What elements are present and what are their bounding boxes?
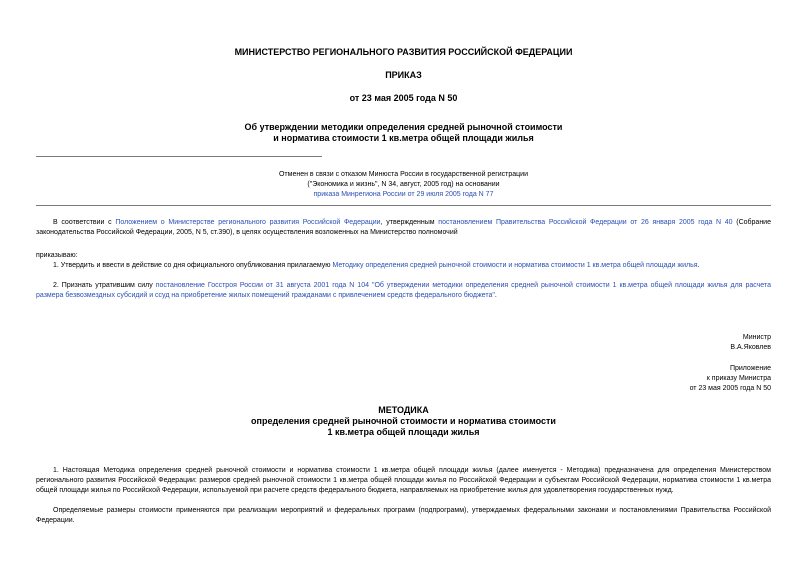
doc-title-line1: Об утверждении методики определения средней рыночной стоимости [244,122,563,132]
order-item-2: 2. Признать утратившим силу постановление Госстроя России от 31 августа 2001 года N 104 "Об утверждении методики определения средней рыночной стоимости 1 кв.метра общей площади жилья для расчета размера безвозмездных субсидий и ссуд на приобретение жилых помещений гражданами с привлечением средств федерального бюджета". [36,282,771,299]
ministry-heading: МИНИСТЕРСТВО РЕГИОНАЛЬНОГО РАЗВИТИЯ РОССИЙСКОЙ ФЕДЕРАЦИИ [234,47,573,57]
appendix-line3: от 23 мая 2005 года N 50 [689,385,771,392]
methodology-link[interactable]: Методику определения средней рыночной стоимости и норматива стоимости 1 кв.метра общей площади жилья [332,262,698,269]
signature-name: В.А.Яковлев [730,344,771,351]
methodology-title: МЕТОДИКА [378,405,429,415]
cancel-order-link[interactable]: приказа Минрегиона России от 29 июля 2005 года N 77 [313,191,494,198]
methodology-paragraph-2: Определяемые размеры стоимости применяются при реализации мероприятий и федеральных программ (подпрограмм), утверждаемых федеральными законами и постановлениями Правительства Российской Федерации. [36,507,771,524]
doc-type: ПРИКАЗ [385,70,422,80]
methodology-subtitle1: определения средней рыночной стоимости и норматива стоимости [251,416,556,426]
cancel-note-link-line [0,190,807,200]
order-item-1: 1. Утвердить и ввести в действие со дня официального опубликования прилагаемую Методику определения средней рыночной стоимости и норматива стоимости 1 кв.метра общей площади жилья. [53,262,700,269]
doc-title-line2: и норматива стоимости 1 кв.метра общей площади жилья [273,133,534,143]
divider [36,156,322,157]
appendix-line1: Приложение [729,365,771,372]
cancel-note-line2: ("Экономика и жизнь", N 34, август, 2005 год) на основании [307,181,500,188]
order-word: приказываю: [36,252,78,259]
methodology-subtitle2: 1 кв.метра общей площади жилья [327,427,480,437]
gosstroy-decree-link[interactable]: постановление Госстроя России от 31 августа 2001 года N 104 "Об утверждении методики определения средней рыночной стоимости 1 кв.метра общей площади жилья для расчета размера безвозмездных субсидий и ссуд на приобретение жилых помещений гражданами с привлечением средств федерального бюджета" [36,282,771,299]
regulation-link[interactable]: Положением о Министерстве регионального развития Российской Федерации [115,219,381,226]
methodology-paragraph-1: 1. Настоящая Методика определения средней рыночной стоимости и норматива стоимости 1 кв.метра общей площади жилья (далее именуется - Методика) предназначена для определения Министерством регионального развития Российской Федерации: размеров средней рыночной стоимости 1 кв.метра общей площади жилья по Российской Федерации и субъектам Российской Федерации, норматива стоимости 1 кв.метра общей площади жилья по Российской Федерации, используемой при расчете средств федерального бюджета, направляемых на приобретение жилья для удовлетворения государственных нужд. [36,467,771,494]
government-decree-link[interactable]: постановлением Правительства Российской Федерации от 26 января 2005 года N 40 [438,219,733,226]
divider-wide [36,205,771,206]
doc-date: от 23 мая 2005 года N 50 [349,93,458,103]
signature-position: Министр [742,334,771,341]
preamble-paragraph: В соответствии с Положением о Министерстве регионального развития Российской Федерации, утвержденным постановлением Правительства Российской Федерации от 26 января 2005 года N 40 (Собрание законодательства Российской Федерации, 2005, N 5, ст.390), в целях осуществления возложенных на Министерство полномочий [36,219,771,236]
appendix-line2: к приказу Министра [706,375,771,382]
cancel-note-line1: Отменен в связи с отказом Минюста России в государственной регистрации [278,171,528,178]
